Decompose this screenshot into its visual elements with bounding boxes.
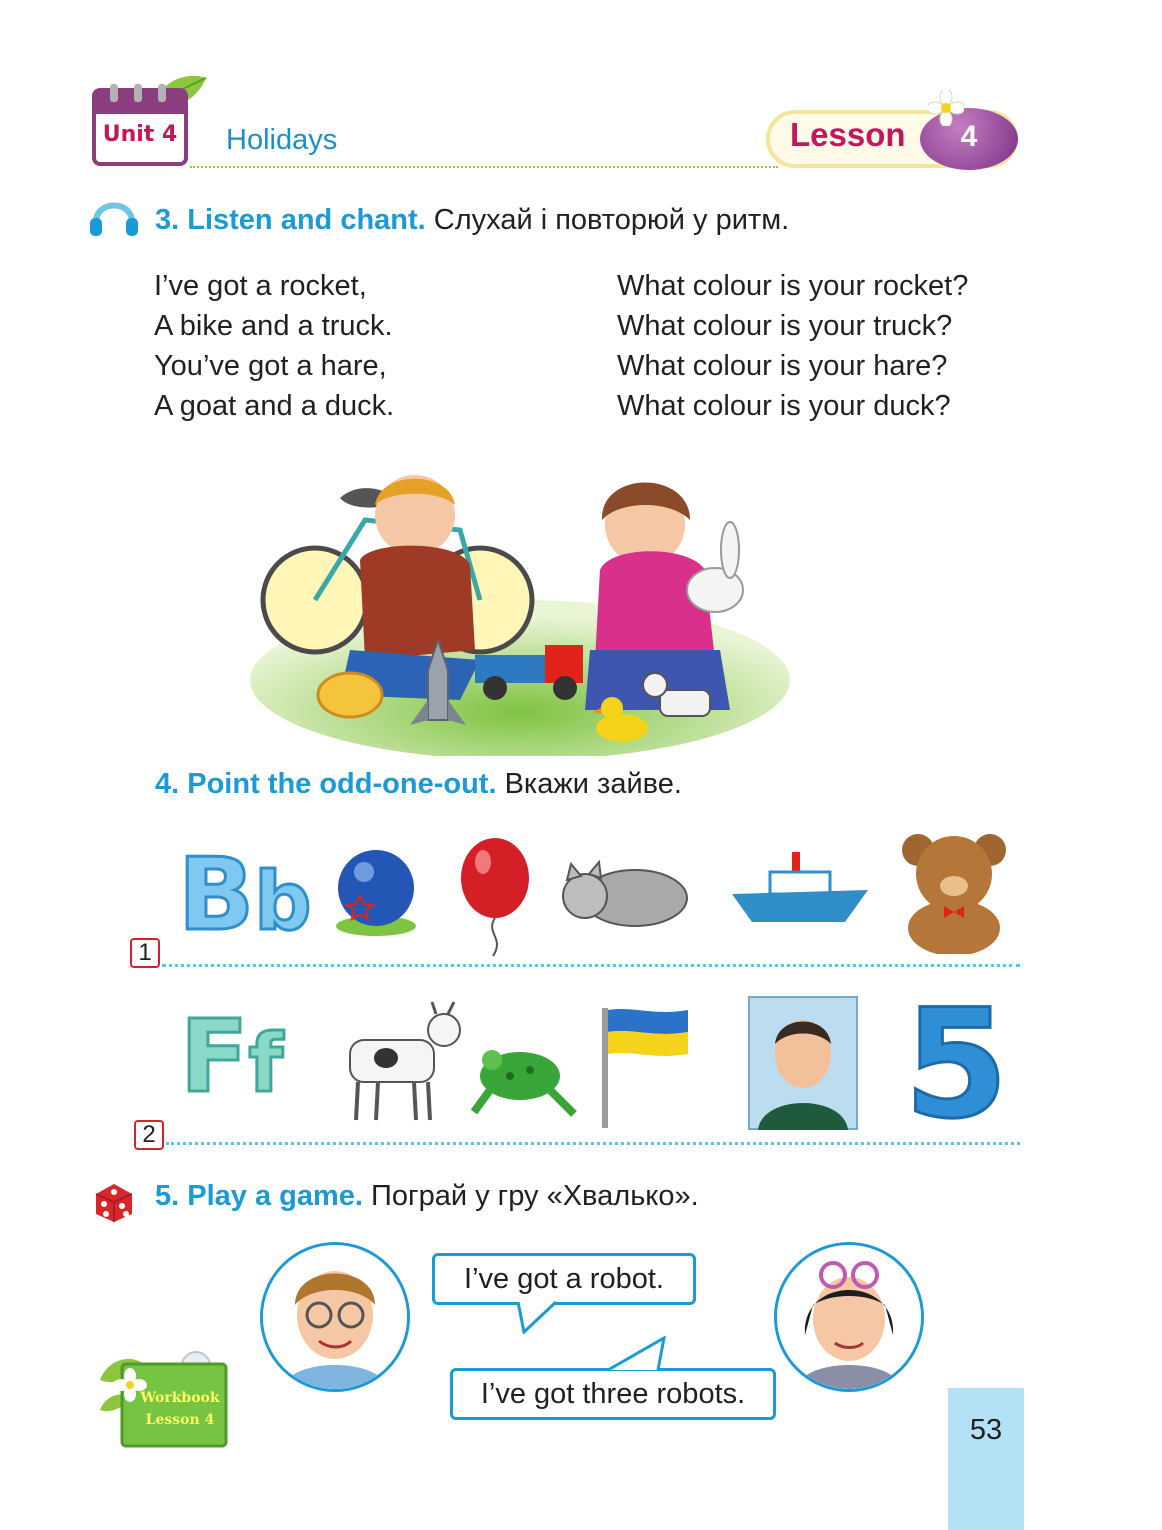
letter-small: f (248, 1017, 284, 1110)
exercise3-title: 3. Listen and chant. (155, 204, 426, 236)
speech-bubble-1 (432, 1253, 696, 1305)
lesson-number: 4 (920, 108, 1018, 170)
unit-title: Holidays (226, 124, 338, 156)
page-number: 53 (969, 1414, 1003, 1446)
header-divider (190, 166, 778, 168)
five-picture[interactable]: 5 (904, 978, 1009, 1152)
chant-line: I’ve got a rocket, (154, 270, 367, 302)
row-number-2: 2 (134, 1120, 164, 1150)
exercise5-heading (155, 1180, 699, 1213)
workbook-label: Workbook (140, 1390, 220, 1406)
bubble1-text: I’ve got a robot. (464, 1263, 664, 1295)
chant-line: A goat and a duck. (154, 390, 395, 422)
boy-avatar (260, 1242, 410, 1392)
chant-line: What colour is your hare? (617, 350, 948, 382)
row-number-1: 1 (130, 938, 160, 968)
bear-picture[interactable] (890, 828, 1020, 954)
exercise4-heading (155, 768, 682, 801)
bubble2-tail (606, 1336, 670, 1372)
bubble2-text: I’ve got three robots. (480, 1378, 746, 1410)
flag-picture[interactable] (594, 1006, 694, 1130)
exercise4-title: 4. Point the odd-one-out. (155, 768, 497, 800)
letter-small: b (254, 855, 312, 948)
balloon-picture[interactable] (455, 838, 535, 958)
row-divider (162, 964, 1020, 967)
chant-line: What colour is your truck? (617, 310, 953, 342)
unit-badge (92, 88, 188, 166)
exercise4-instruction: Вкажи зайве. (504, 768, 682, 800)
chant-right-column (617, 266, 968, 426)
exercise3-instruction: Слухай і повторюй у ритм. (433, 204, 790, 236)
workbook-lesson: Lesson 4 (145, 1412, 215, 1428)
letter-Bb[interactable] (178, 836, 312, 957)
frog-picture[interactable] (470, 1040, 580, 1120)
boat-picture[interactable] (730, 850, 870, 930)
bubble1-tail (516, 1300, 566, 1334)
exercise3-heading (155, 204, 789, 237)
children-with-toys-illustration (250, 450, 796, 756)
dice-icon (92, 1180, 136, 1224)
letter-big: B (178, 836, 255, 953)
chant-line: What colour is your rocket? (617, 270, 969, 302)
chant-left-column (154, 266, 394, 426)
letter-Ff[interactable] (180, 998, 284, 1119)
chant-line: You’ve got a hare, (154, 350, 387, 382)
unit-label: Unit 4 (102, 122, 178, 147)
goat-picture[interactable] (336, 1000, 466, 1124)
workbook-badge (100, 1350, 230, 1450)
lesson-label: Lesson (790, 116, 906, 153)
page-number-tab (948, 1388, 1024, 1530)
flower-icon (928, 90, 964, 126)
chant-line: A bike and a truck. (154, 310, 393, 342)
row-divider (166, 1142, 1020, 1145)
father-picture[interactable] (748, 996, 858, 1130)
cat-picture[interactable] (555, 858, 693, 930)
ball-picture[interactable] (330, 840, 422, 940)
exercise5-instruction: Пограй у гру «Хвалько». (371, 1180, 699, 1212)
headphones-icon (88, 190, 140, 242)
exercise5-title: 5. Play a game. (155, 1180, 363, 1212)
letter-big: F (180, 998, 249, 1115)
chant-line: What colour is your duck? (617, 390, 951, 422)
girl-avatar (774, 1242, 924, 1392)
speech-bubble-2 (450, 1368, 776, 1420)
